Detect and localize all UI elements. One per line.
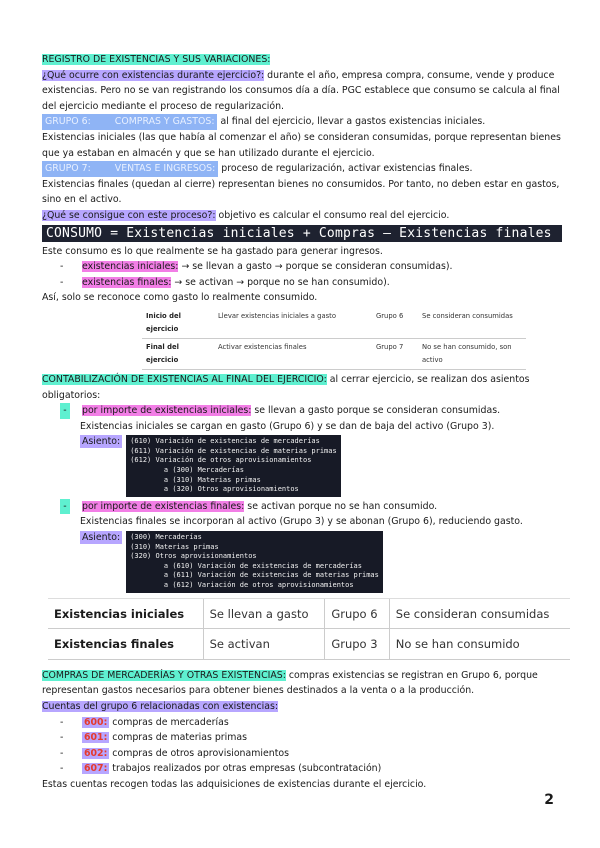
q2-question: ¿Qué se consigue con este proceso?: [42, 209, 216, 221]
list-item [42, 746, 562, 762]
grupo7-name: VENTAS E INGRESOS: [114, 163, 216, 175]
table-row [48, 629, 570, 660]
summary-table-small [142, 308, 526, 370]
section2-title-line [42, 372, 562, 403]
grupo6-label [42, 114, 217, 130]
grupo6-label-text: GRUPO 6: [45, 116, 91, 128]
bullet-highlight: por importe de existencias finales: [82, 500, 245, 512]
bullet-text: se llevan a gasto porque se consideran consumidas. [251, 405, 501, 417]
page-content [42, 52, 562, 793]
account-number: 601: [84, 732, 108, 744]
grupo6-line [42, 114, 562, 130]
list-item [42, 730, 562, 746]
bullet-dash: - [60, 716, 64, 728]
grupo7-label-text: GRUPO 7: [45, 163, 91, 175]
table-cell: Se llevan a gasto [203, 598, 325, 629]
section2-title-text: al cerrar ejercicio, se realizan dos asientos obligatorios: [42, 373, 530, 401]
q2-answer: objetivo es calcular el consumo real del ejercicio. [215, 209, 450, 221]
table-cell: Activar existencias finales [214, 338, 372, 369]
bullet-text: → se llevan a gasto → porque se consideran consumidas). [178, 261, 453, 273]
table-cell: Existencias iniciales [48, 598, 203, 629]
table-cell: Grupo 6 [325, 598, 389, 629]
grupo6-text: al final del ejercicio, llevar a gastos existencias iniciales. [217, 116, 486, 128]
page-number: 2 [544, 792, 554, 808]
bullet-text: se activan porque no se han consumido. [244, 500, 438, 512]
table-cell: Se consideran consumidas [418, 308, 526, 339]
bullet-highlight: existencias iniciales: [82, 261, 179, 273]
bullet-dash: - [60, 499, 70, 515]
bullet-text: → se activan → porque no se han consumido). [171, 276, 390, 288]
table-cell: Final del ejercicio [142, 338, 214, 369]
table-cell: Grupo 6 [372, 308, 418, 339]
table-cell: Grupo 7 [372, 338, 418, 369]
section1-title-text: REGISTRO DE EXISTENCIAS Y SUS VARIACIONES: [42, 54, 271, 65]
bullet-dash: - [60, 763, 64, 775]
bullet-dash: - [60, 276, 64, 288]
bullet-dash: - [60, 747, 64, 759]
list-item [42, 715, 562, 731]
consumo-text: Este consumo es lo que realmente se ha gastado para generar ingresos. [42, 245, 383, 257]
bullet-dash: - [60, 732, 64, 744]
cuentas-highlight: Cuentas del grupo 6 relacionadas con existencias: [42, 700, 279, 712]
section3-title-text: compras existencias se registran en Grupo 6, porque representan gastos necesarios para obtener bienes destinados a la venta o a la producción. [42, 669, 538, 697]
closing-text: Estas cuentas recogen todas las adquisiciones de existencias durante el ejercicio. [42, 778, 427, 790]
bullet-existencias-iniciales [42, 259, 562, 275]
bullet-dash: - [60, 403, 70, 419]
bullet-highlight: existencias finales: [82, 276, 172, 288]
grupo7-explanation: Existencias finales (quedan al cierre) representan bienes no consumidos. Por tanto, no deben estar en gastos, sino en el activo. [42, 178, 560, 206]
table-cell: Se consideran consumidas [389, 598, 570, 629]
bullet-highlight: por importe de existencias iniciales: [82, 405, 252, 417]
table-row [142, 308, 526, 339]
asiento-code: (300) Mercaderías (310) Materias primas (320) Otros aprovisionamientos a (610) Variación de existencias de mercaderías a (611) Variación de existencias de materias primas a (612) Variación de otros aprovisionamientos [126, 531, 383, 593]
asiento-2 [42, 531, 562, 593]
section2-title: CONTABILIZACIÓN DE EXISTENCIAS AL FINAL DEL EJERCICIO: [42, 373, 327, 385]
table-cell: No se han consumido [389, 629, 570, 660]
asiento-label: Asiento: [82, 532, 121, 544]
section3-title: COMPRAS DE MERCADERÍAS Y OTRAS EXISTENCIAS: [42, 669, 286, 681]
table-cell: Inicio del ejercicio [142, 308, 214, 339]
account-number: 600: [84, 716, 108, 728]
asiento-1 [42, 435, 562, 497]
account-number: 602: [84, 747, 108, 759]
grupo6-name: COMPRAS Y GASTOS: [114, 116, 215, 128]
table-cell: Llevar existencias iniciales a gasto [214, 308, 372, 339]
bullet-existencias-finales [42, 275, 562, 291]
table-cell: Grupo 3 [325, 629, 389, 660]
q1-paragraph [42, 68, 562, 115]
asiento-label: Asiento: [82, 436, 121, 448]
account-text: compras de materias primas [109, 732, 248, 744]
b2-sub: Existencias finales se incorporan al activo (Grupo 3) y se abonan (Grupo 6), reduciendo gasto. [80, 516, 523, 528]
q2-paragraph [42, 208, 562, 224]
grupo6-explanation: Existencias iniciales (las que había al comenzar el año) se consideran consumidas, porque representan bienes que ya estaban en almacén y que se han utilizado durante el ejercicio. [42, 131, 561, 159]
section1-title [42, 52, 562, 68]
q1-answer: durante el año, empresa compra, consume, vende y produce existencias. Pero no se van registrando los consumos día a día. PGC establece que consumo se calcula al final del ejercicio mediante el proceso de regularización. [42, 69, 560, 112]
bullet-importe-finales [42, 499, 562, 515]
table-cell: Se activan [203, 629, 325, 660]
bullet-importe-iniciales [42, 403, 562, 419]
account-text: trabajos realizados por otras empresas (subcontratación) [109, 763, 382, 775]
account-number: 607: [84, 763, 108, 775]
table-cell: No se han consumido, son activo [418, 338, 526, 369]
table-row [48, 598, 570, 629]
bullet-dash: - [60, 261, 64, 273]
account-text: compras de mercaderías [109, 716, 229, 728]
b1-sub: Existencias iniciales se cargan en gasto (Grupo 6) y se dan de baja del activo (Grupo 3). [80, 420, 495, 432]
consumo-formula: CONSUMO = Existencias iniciales + Compras – Existencias finales [42, 225, 562, 242]
asi-text: Así, solo se reconoce como gasto lo realmente consumido. [42, 292, 318, 304]
grupo7-label [42, 161, 218, 177]
section3-title-line [42, 668, 562, 699]
asiento-code: (610) Variación de existencias de mercaderías (611) Variación de existencias de materias primas (612) Variación de otros aprovisionamientos a (300) Mercaderías a (310) Materias primas a (320) Otros aprovisionamientos [126, 435, 341, 497]
account-text: compras de otros aprovisionamientos [109, 747, 289, 759]
grupo7-text: proceso de regularización, activar existencias finales. [218, 163, 473, 175]
grupo7-line [42, 161, 562, 177]
q1-question: ¿Qué ocurre con existencias durante ejercicio?: [42, 69, 265, 81]
table-row [142, 338, 526, 369]
cuentas-line [42, 699, 562, 715]
summary-table-large [48, 598, 570, 660]
table-cell: Existencias finales [48, 629, 203, 660]
list-item [42, 761, 562, 777]
